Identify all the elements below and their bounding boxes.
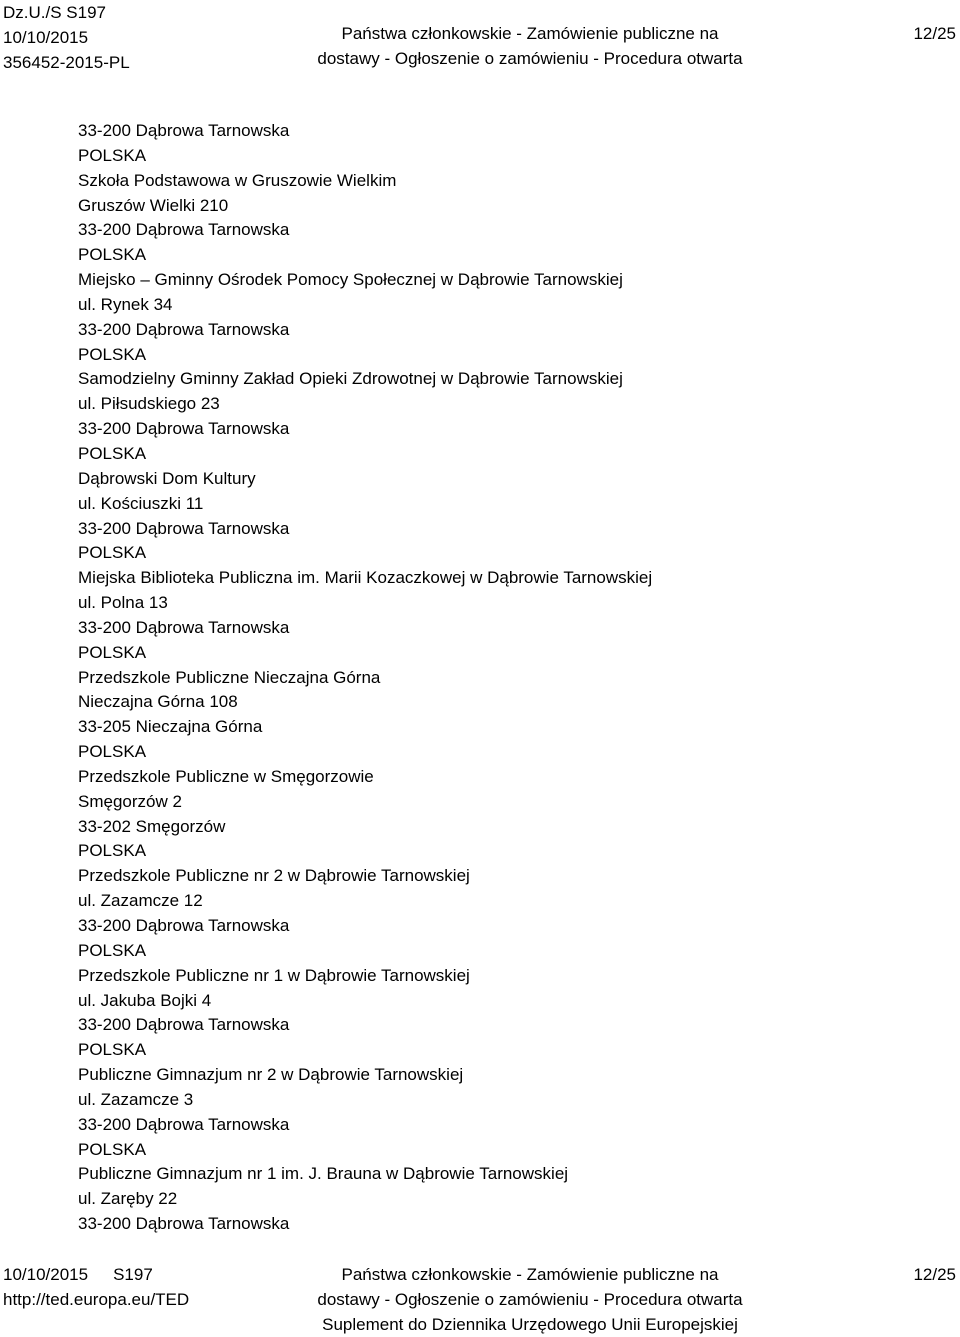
address-line: POLSKA <box>78 1040 147 1060</box>
address-line: Miejsko – Gminny Ośrodek Pomocy Społecznej w Dąbrowie Tarnowskiej <box>78 270 623 290</box>
footer-url[interactable]: http://ted.europa.eu/TED <box>3 1290 190 1309</box>
address-line: ul. Rynek 34 <box>78 294 173 314</box>
address-line: ul. Piłsudskiego 23 <box>78 394 220 414</box>
page-header-right <box>913 21 956 46</box>
address-line: 33-202 Smęgorzów <box>78 816 226 836</box>
address-line: Przedszkole Publiczne w Smęgorzowie <box>78 766 374 786</box>
address-line: 33-200 Dąbrowa Tarnowska <box>78 1114 290 1134</box>
address-line: POLSKA <box>78 443 147 463</box>
address-line: Samodzielny Gminny Zakład Opieki Zdrowotnej w Dąbrowie Tarnowskiej <box>78 369 623 389</box>
address-line: POLSKA <box>78 742 147 762</box>
address-line: ul. Kościuszki 11 <box>78 493 204 513</box>
address-line: ul. Zazamcze 12 <box>78 891 203 911</box>
address-line: 33-200 Dąbrowa Tarnowska <box>78 121 290 140</box>
header-title-line-2: dostawy - Ogłoszenie o zamówieniu - Procedura otwarta <box>317 49 743 68</box>
address-line: Nieczajna Górna 108 <box>78 692 238 712</box>
notice-id: 356452-2015-PL <box>3 53 130 72</box>
address-line: POLSKA <box>78 642 147 662</box>
address-list <box>78 119 652 1237</box>
address-line: ul. Zaręby 22 <box>78 1189 178 1209</box>
address-line: 33-200 Dąbrowa Tarnowska <box>78 916 290 935</box>
address-line: POLSKA <box>78 841 147 861</box>
footer-series: S197 <box>113 1265 153 1284</box>
address-line: Przedszkole Publiczne nr 2 w Dąbrowie Tarnowskiej <box>78 866 470 886</box>
address-line: ul. Polna 13 <box>78 593 168 613</box>
address-line: 33-200 Dąbrowa Tarnowska <box>78 1015 290 1035</box>
address-line: Smęgorzów 2 <box>78 791 182 811</box>
address-line: POLSKA <box>78 344 147 364</box>
address-line: Przedszkole Publiczne nr 1 w Dąbrowie Tarnowskiej <box>78 965 470 985</box>
address-line: Przedszkole Publiczne Nieczajna Górna <box>78 667 381 687</box>
address-line: ul. Jakuba Bojki 4 <box>78 990 212 1010</box>
address-line: Szkoła Podstawowa w Gruszowie Wielkim <box>78 170 397 190</box>
footer-title-line-2: dostawy - Ogłoszenie o zamówieniu - Procedura otwarta <box>317 1290 743 1309</box>
address-line: POLSKA <box>78 940 147 960</box>
page-header-title <box>300 21 760 71</box>
page-footer-left <box>3 1262 189 1312</box>
address-line: 33-205 Nieczajna Górna <box>78 717 263 737</box>
address-line: POLSKA <box>78 543 147 563</box>
address-line: Publiczne Gimnazjum nr 2 w Dąbrowie Tarnowskiej <box>78 1065 464 1085</box>
footer-date: 10/10/2015 <box>3 1265 89 1284</box>
address-line: 33-200 Dąbrowa Tarnowska <box>78 1214 290 1234</box>
address-line: POLSKA <box>78 145 147 165</box>
header-date: 10/10/2015 <box>3 28 89 47</box>
address-line: 33-200 Dąbrowa Tarnowska <box>78 518 290 538</box>
address-line: Publiczne Gimnazjum nr 1 im. J. Brauna w Dąbrowie Tarnowskiej <box>78 1164 569 1184</box>
address-line: 33-200 Dąbrowa Tarnowska <box>78 617 290 637</box>
address-line: POLSKA <box>78 245 147 265</box>
footer-page-number: 12/25 <box>913 1265 956 1284</box>
address-line: Gruszów Wielki 210 <box>78 195 229 215</box>
address-line: 33-200 Dąbrowa Tarnowska <box>78 319 290 339</box>
header-title-line-1: Państwa członkowskie - Zamówienie publiczne na <box>341 24 719 43</box>
page-footer-title <box>300 1262 760 1337</box>
address-line: Dąbrowski Dom Kultury <box>78 468 256 488</box>
page-header-left <box>3 0 130 75</box>
header-page-number: 12/25 <box>913 24 956 43</box>
address-line: 33-200 Dąbrowa Tarnowska <box>78 419 290 439</box>
journal-reference: Dz.U./S S197 <box>3 3 106 22</box>
footer-title-line-3: Suplement do Dziennika Urzędowego Unii Europejskiej <box>322 1315 738 1334</box>
address-line: POLSKA <box>78 1139 147 1159</box>
footer-title-line-1: Państwa członkowskie - Zamówienie publiczne na <box>341 1265 719 1284</box>
address-line: 33-200 Dąbrowa Tarnowska <box>78 220 290 240</box>
address-line: Miejska Biblioteka Publiczna im. Marii Kozaczkowej w Dąbrowie Tarnowskiej <box>78 568 653 588</box>
page-footer-right <box>913 1262 956 1287</box>
address-line: ul. Zazamcze 3 <box>78 1089 194 1109</box>
